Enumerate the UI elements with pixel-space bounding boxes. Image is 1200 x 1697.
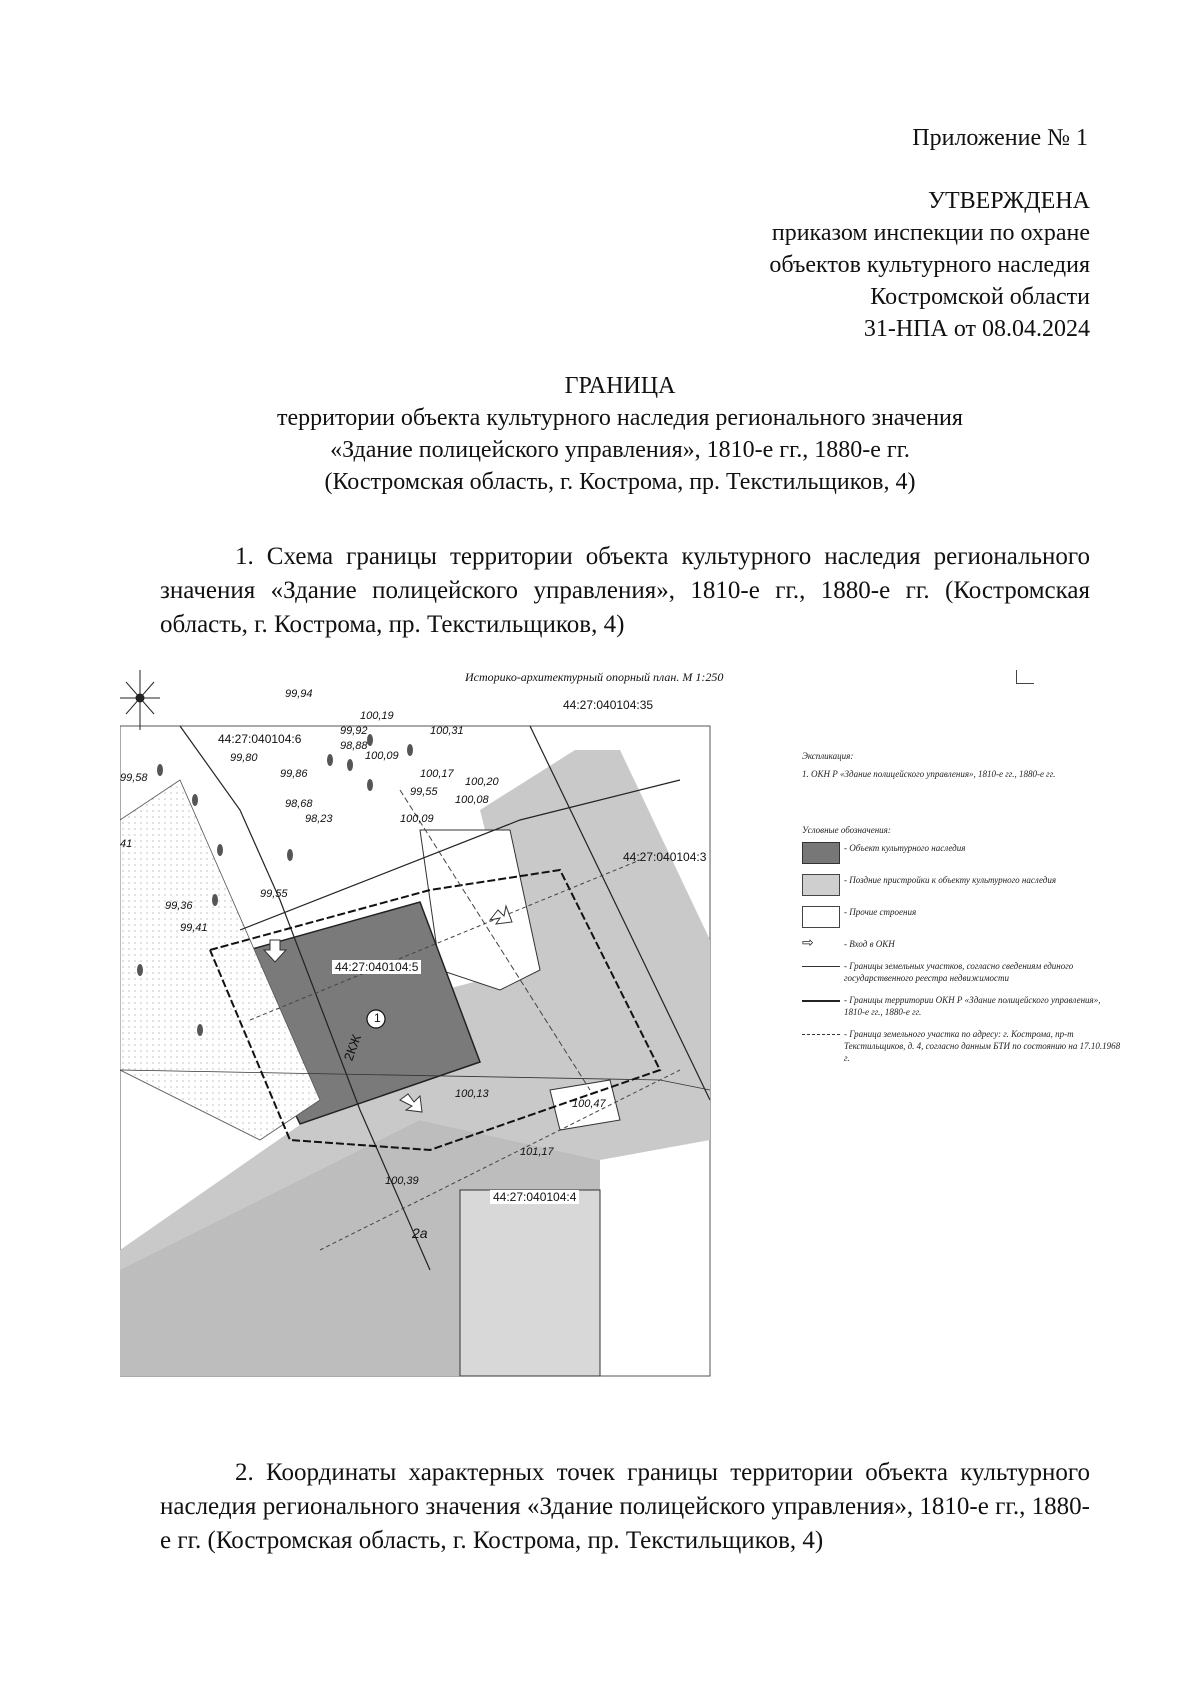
elevation-mark: 100,47 [572,1098,606,1110]
elevation-mark: 98,68 [285,798,313,810]
legend-row [802,906,1122,928]
object-number: 1 [374,1011,381,1025]
elevation-mark: 100,17 [420,768,454,780]
legend-text: - Границы территории ОКН Р «Здание полицейского управления», 1810-е гг., 1880-е гг. [844,995,1101,1017]
elevation-mark: 100,09 [365,750,399,762]
elevation-mark: 99,94 [285,688,313,700]
approval-line: 31-НПА от 08.04.2024 [863,316,1090,342]
corner-mark [1016,670,1034,684]
elevation-mark: 100,09 [400,813,434,825]
elevation-mark: 100,19 [360,710,394,722]
legend-explication-head: Экспликация: [802,751,854,761]
section-2-text: 2. Координаты характерных точек границы территории объекта культурного наследия регионального значения «Здание полицейского управления», 1810-е гг., 1880-е гг. (Костромская область, г. Кострома, пр. Текстильщиков, 4) [160,1459,1090,1554]
legend-line-bti [802,1028,840,1040]
approval-line: Костромской области [870,284,1090,310]
legend-line-territory [802,994,840,1006]
legend-text: - Границы земельных участков, согласно сведениям единого государственного реестра недвижимости [844,961,1074,983]
elevation-mark: 41 [120,838,133,850]
legend-row [802,1028,1122,1064]
approval-line: УТВЕРЖДЕНА [927,188,1090,214]
title-line: «Здание полицейского управления», 1810-е гг., 1880-е гг. [330,437,910,463]
legend-line-lot [802,960,840,972]
elevation-mark: 98,23 [305,813,333,825]
legend-text: - Поздние пристройки к объекту культурного наследия [844,875,1057,885]
annex-building [460,1190,600,1376]
section-2-paragraph [160,1456,1090,1558]
approval-line: приказом инспекции по охране [771,220,1090,246]
legend-text: - Вход в ОКН [844,939,895,949]
elevation-mark: 100,08 [455,794,489,806]
legend-text: - Граница земельного участка по адресу: г. Кострома, пр-т Текстильщиков, д. 4, согласно данным БТИ по состоянию на 17.10.1968 г. [844,1029,1121,1063]
lot-label: 44:27:040104:5 [332,960,421,974]
legend-text: - Прочие строения [844,907,917,917]
title-line: территории объекта культурного наследия регионального значения [277,405,963,431]
map-legend [802,750,1122,1074]
title-heading: ГРАНИЦА [564,373,676,399]
appendix-label: Приложение № 1 [912,125,1088,151]
elevation-mark: 99,58 [120,772,148,784]
title-line: (Костромская область, г. Кострома, пр. Текстильщиков, 4) [324,469,916,495]
section-1-paragraph [160,540,1090,642]
elevation-mark: 99,55 [260,888,288,900]
elevation-mark: 100,39 [385,1175,419,1187]
legend-swatch-heritage [802,842,840,864]
approval-block [769,185,1090,345]
legend-text: - Объект культурного наследия [844,843,966,853]
elevation-mark: 98,88 [340,740,368,752]
approval-line: объектов культурного наследия [769,252,1090,278]
document-title [140,370,1100,498]
legend-row [802,960,1122,984]
legend-swatch-annex [802,874,840,896]
elevation-mark: 2а [412,1225,428,1241]
compass-rose-icon [120,670,160,730]
legend-symbols-head: Условные обозначения: [802,825,891,835]
elevation-mark: 99,80 [230,752,258,764]
legend-row [802,994,1122,1018]
legend-explication-item: 1. ОКН Р «Здание полицейского управления», 1810-е гг., 1880-е гг. [802,769,1056,779]
lot-label: 44:27:040104:3 [623,850,707,864]
lot-label: 44:27:040104:4 [490,1190,579,1204]
building-label: 2КЖ [340,1032,365,1063]
elevation-mark: 101,17 [520,1146,554,1158]
map-caption: Историко-архитектурный опорный план. М 1:250 [465,670,724,684]
elevation-mark: 100,13 [455,1088,489,1100]
elevation-mark: 100,31 [430,725,464,737]
legend-swatch-other [802,906,840,928]
elevation-mark: 99,55 [410,786,438,798]
elevation-mark: 99,36 [165,900,193,912]
elevation-mark: 100,20 [465,776,499,788]
lot-label: 44:27:040104:6 [215,732,304,746]
elevation-mark: 99,92 [340,725,368,737]
section-1-text: 1. Схема границы территории объекта культурного наследия регионального значения «Здание полицейского управления», 1810-е гг., 1880-е гг. (Костромская область, г. Кострома, пр. Текстильщиков, 4) [160,543,1090,638]
lot-label: 44:27:040104:35 [560,698,656,712]
site-plan-map [120,670,1130,1400]
elevation-mark: 99,86 [280,768,308,780]
legend-row [802,874,1122,896]
legend-row [802,938,1122,950]
elevation-mark: 99,41 [180,922,208,934]
entrance-arrow-icon: ⇨ [802,936,814,951]
legend-row [802,842,1122,864]
